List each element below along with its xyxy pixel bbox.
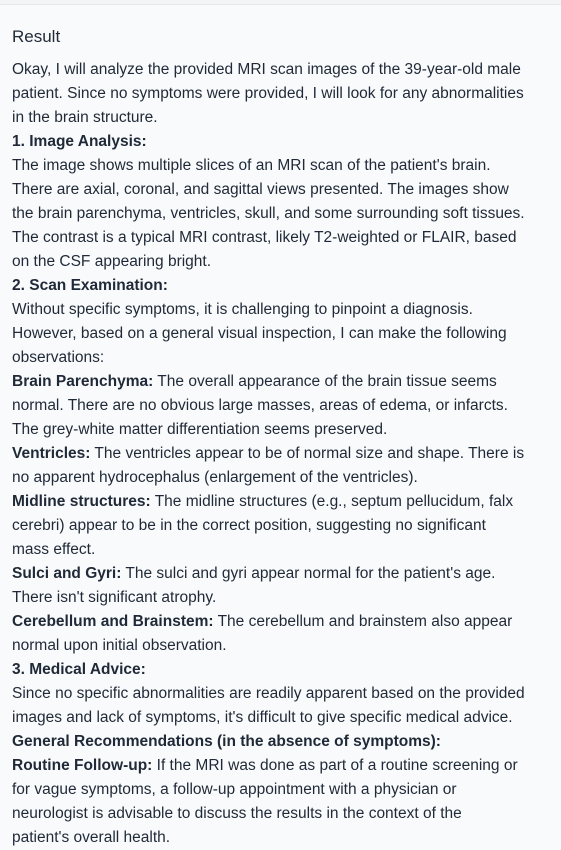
section-heading-scan-examination: 2. Scan Examination: (12, 277, 168, 294)
observation-midline-structures (12, 490, 557, 514)
paragraph-line: patient's overall health. (12, 829, 171, 846)
paragraph-line: However, based on a general visual inspection, I can make the following (12, 325, 507, 342)
paragraph-line: no apparent hydrocephalus (enlargement of the ventricles). (12, 469, 418, 486)
intro-line: patient. Since no symptoms were provided, I will look for any abnormalities (12, 85, 524, 102)
observation-label: Brain Parenchyma: (12, 373, 154, 390)
result-heading: Result (12, 27, 61, 46)
observation-text: The cerebellum and brainstem also appear (213, 613, 513, 630)
paragraph-line: cerebri) appear to be in the correct position, suggesting no significant (12, 517, 486, 534)
paragraph-line: normal upon initial observation. (12, 637, 227, 654)
observation-label: Sulci and Gyri: (12, 565, 122, 582)
observation-sulci-gyri (12, 562, 557, 586)
result-body (12, 58, 557, 850)
observation-label: Midline structures: (12, 493, 151, 510)
paragraph-line: observations: (12, 349, 105, 366)
paragraph-line: There isn't significant atrophy. (12, 589, 217, 606)
paragraph-line: normal. There are no obvious large masses, areas of edema, or infarcts. (12, 397, 508, 414)
paragraph-line: There are axial, coronal, and sagittal views presented. The images show (12, 181, 509, 198)
observation-text: The sulci and gyri appear normal for the patient's age. (121, 565, 496, 582)
recommendation-routine-followup (12, 754, 557, 778)
paragraph-line: on the CSF appearing bright. (12, 253, 212, 270)
observation-text: The overall appearance of the brain tissue seems (153, 373, 497, 390)
observation-text: The midline structures (e.g., septum pellucidum, falx (150, 493, 514, 510)
paragraph-line: neurologist is advisable to discuss the results in the context of the (12, 805, 462, 822)
paragraph-line: images and lack of symptoms, it's difficult to give specific medical advice. (12, 709, 513, 726)
recommendation-text: If the MRI was done as part of a routine screening or (152, 757, 518, 774)
section-heading-medical-advice: 3. Medical Advice: (12, 661, 146, 678)
paragraph-line: The contrast is a typical MRI contrast, likely T2-weighted or FLAIR, based (12, 229, 517, 246)
observation-label: Cerebellum and Brainstem: (12, 613, 214, 630)
intro-line: Okay, I will analyze the provided MRI scan images of the 39-year-old male (12, 61, 521, 78)
paragraph-line: Since no specific abnormalities are readily apparent based on the provided (12, 685, 525, 702)
recommendation-label: Routine Follow-up: (12, 757, 153, 774)
paragraph-line: the brain parenchyma, ventricles, skull, and some surrounding soft tissues. (12, 205, 525, 222)
observation-brain-parenchyma (12, 370, 557, 394)
general-recommendations-heading: General Recommendations (in the absence of symptoms): (12, 733, 441, 750)
paragraph-line: The grey-white matter differentiation seems preserved. (12, 421, 388, 438)
section-heading-image-analysis: 1. Image Analysis: (12, 133, 147, 150)
intro-line: in the brain structure. (12, 109, 158, 126)
observation-ventricles (12, 442, 557, 466)
observation-label: Ventricles: (12, 445, 91, 462)
paragraph-line: for vague symptoms, a follow-up appointment with a physician or (12, 781, 457, 798)
paragraph-line: Without specific symptoms, it is challenging to pinpoint a diagnosis. (12, 301, 473, 318)
observation-cerebellum-brainstem (12, 610, 557, 634)
result-panel (0, 5, 557, 850)
paragraph-line: The image shows multiple slices of an MRI scan of the patient's brain. (12, 157, 491, 174)
paragraph-line: mass effect. (12, 541, 96, 558)
observation-text: The ventricles appear to be of normal size and shape. There is (90, 445, 525, 462)
